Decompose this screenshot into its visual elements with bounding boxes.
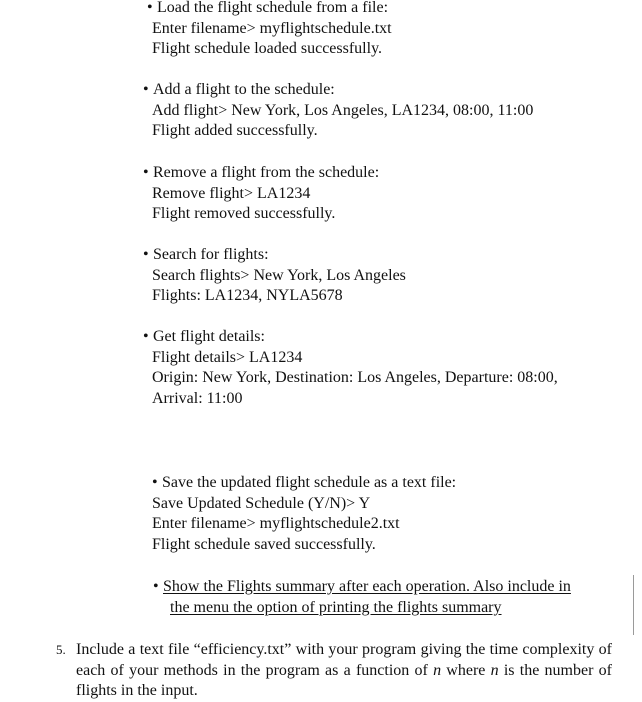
section-save-line: Enter filename> myflightschedule2.txt <box>152 515 400 532</box>
section-remove-heading: • Remove a flight from the schedule: <box>143 164 380 181</box>
section-save-heading: • Save the updated flight schedule as a text file: <box>152 474 457 491</box>
section-add-heading: • Add a flight to the schedule: <box>143 81 335 98</box>
item-5-text: Include a text file “efficiency.txt” with your program giving the time complexity of each of your methods in the program as a function of n where n is the number of flights in the input. <box>76 641 612 699</box>
section-add-line: Flight added successfully. <box>152 122 318 139</box>
section-details-line: Arrival: 11:00 <box>152 389 243 407</box>
section-summary-line: the menu the option of printing the flights summary <box>170 598 502 616</box>
section-remove-line: Flight removed successfully. <box>152 205 336 222</box>
section-save-line: Flight schedule saved successfully. <box>152 535 376 553</box>
section-load-line: Flight schedule loaded successfully. <box>152 40 383 57</box>
section-load-line: Enter filename> myflightschedule.txt <box>152 19 392 37</box>
section-load-heading: • Load the flight schedule from a file: <box>147 0 389 16</box>
section-details <box>143 327 558 409</box>
numbered-item-5 <box>56 640 612 702</box>
section-save <box>152 473 456 555</box>
section-summary <box>153 577 571 618</box>
section-details-heading: • Get flight details: <box>143 328 265 345</box>
section-search-heading: • Search for flights: <box>143 246 269 263</box>
section-search-line: Search flights> New York, Los Angeles <box>152 266 406 284</box>
section-summary-heading: • Show the Flights summary after each operation. Also include in <box>153 578 571 595</box>
section-details-line: Flight details> LA1234 <box>152 348 303 366</box>
page-margin-rule <box>633 575 634 635</box>
section-remove-line: Remove flight> LA1234 <box>152 184 311 202</box>
section-save-line: Save Updated Schedule (Y/N)> Y <box>152 494 371 512</box>
item-number: 5. <box>56 642 66 657</box>
section-remove <box>143 163 379 225</box>
section-load <box>147 0 392 60</box>
section-search-line: Flights: LA1234, NYLA5678 <box>152 287 343 304</box>
section-details-line: Origin: New York, Destination: Los Angeles, Departure: 08:00, <box>152 369 558 386</box>
section-search <box>143 245 406 307</box>
section-add-line: Add flight> New York, Los Angeles, LA1234, 08:00, 11:00 <box>152 101 534 119</box>
section-add <box>143 80 533 142</box>
